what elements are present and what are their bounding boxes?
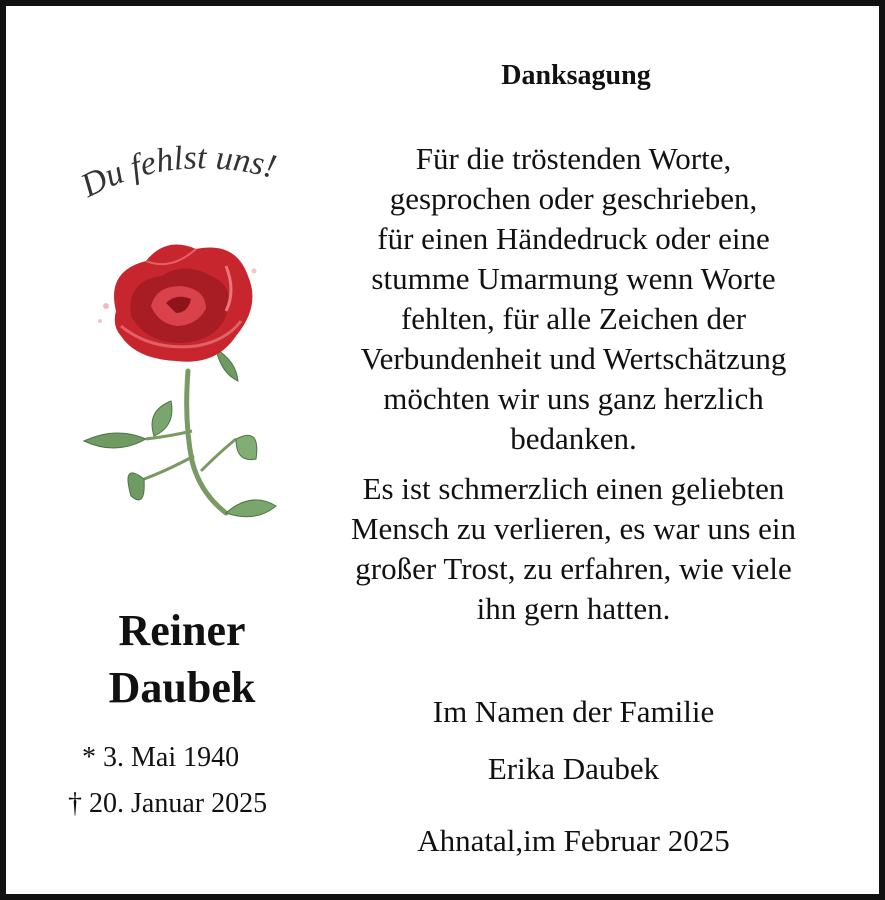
message-line: stumme Umarmung wenn Worte <box>371 261 776 296</box>
message-line: Mensch zu verlieren, es war uns ein <box>350 511 797 546</box>
signature-name: Erika Daubek <box>487 751 660 786</box>
message-paragraph <box>306 469 841 629</box>
slogan-text <box>66 136 316 226</box>
signature-family: Im Namen der Familie <box>432 694 715 729</box>
birth-date: * 3. Mai 1940 <box>82 742 240 773</box>
place-and-date: Ahnatal,im Februar 2025 <box>417 823 730 858</box>
deceased-first-name: Reiner <box>118 606 246 655</box>
death-date: † 20. Januar 2025 <box>68 788 268 819</box>
message-line: Für die tröstenden Worte, <box>415 141 732 176</box>
message-line: fehlten, für alle Zeichen der <box>400 301 747 336</box>
message-body <box>306 139 841 629</box>
message-paragraph <box>306 139 841 459</box>
message-line: möchten wir uns ganz herzlich <box>383 381 764 416</box>
message-line: für einen Händedruck oder eine <box>377 221 770 256</box>
deceased-last-name: Daubek <box>108 663 256 712</box>
slogan-path-text: Du fehlst uns! <box>75 139 280 205</box>
message-line: gesprochen oder geschrieben, <box>389 181 758 216</box>
svg-text:Du fehlst uns! <box>74 139 280 205</box>
message-line: Verbundenheit und Wertschätzung <box>360 341 787 376</box>
rose-icon <box>76 231 286 551</box>
message-line: bedanken. <box>510 421 637 456</box>
message-line: Es ist schmerzlich einen geliebten <box>362 471 785 506</box>
message-line: ihn gern hatten. <box>476 591 671 626</box>
message-line: großer Trost, zu erfahren, wie viele <box>355 551 792 586</box>
heading: Danksagung <box>501 60 651 91</box>
